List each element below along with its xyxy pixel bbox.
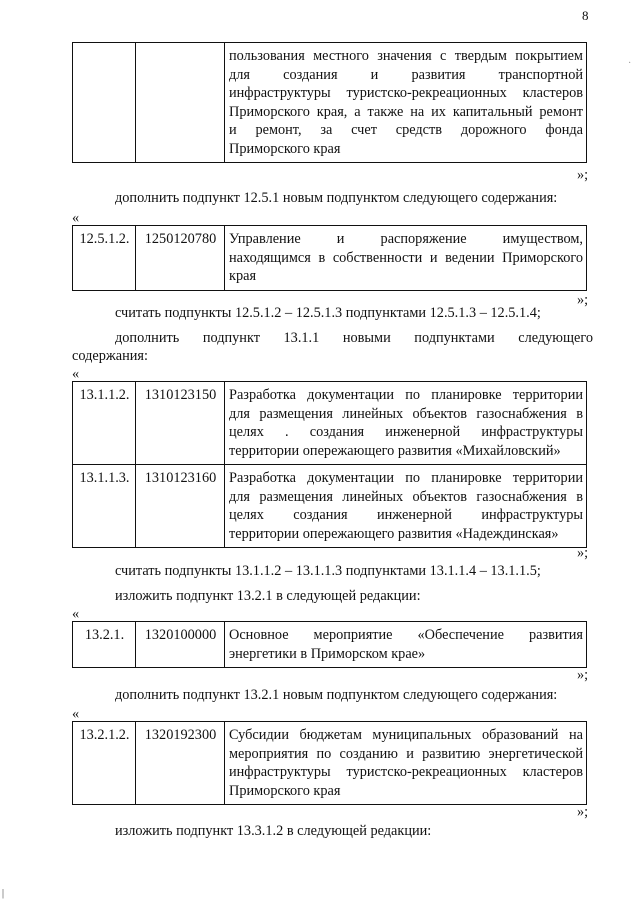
table-cell-kbk: 1250120780	[136, 226, 225, 291]
description-line: территории опережающего развития «Надеждинская»	[229, 525, 559, 542]
opening-quote: «	[72, 366, 80, 382]
table-cell-description	[225, 465, 587, 548]
paragraph-text: дополнить подпункт 13.1.1 новыми подпунктами следующего	[115, 330, 593, 346]
table-row	[73, 622, 587, 668]
closing-quote: »;	[577, 667, 589, 683]
table-cell-description	[225, 722, 587, 805]
description-line: целях создания инженерной инфраструктуры	[229, 507, 583, 523]
description-line: целях . создания инженерной инфраструктуры	[229, 424, 583, 440]
paragraph-text: дополнить подпункт 13.2.1 новым подпунктом следующего содержания:	[115, 687, 558, 703]
closing-quote: »;	[577, 167, 589, 183]
closing-quote: »;	[577, 292, 589, 308]
table-cell-description	[225, 226, 587, 291]
table-row	[73, 226, 587, 291]
table-cell-description	[225, 382, 587, 465]
table-cell-code: 13.2.1.	[73, 622, 136, 668]
description-line: Приморского края	[229, 782, 341, 799]
table-13-1-1	[72, 381, 587, 548]
description-line: и ремонт, за счет средств дорожного фонда	[229, 122, 583, 138]
table-row	[73, 722, 587, 805]
opening-quote: «	[72, 210, 80, 226]
scan-speck: ·	[628, 58, 632, 69]
closing-quote: »;	[577, 545, 589, 561]
table-row	[73, 43, 587, 163]
description-line: находящимся в собственности и ведении Приморского	[229, 249, 583, 266]
closing-quote: »;	[577, 804, 589, 820]
table-cell-code: 13.2.1.2.	[73, 722, 136, 805]
opening-quote: «	[72, 606, 80, 622]
table-13-2-1	[72, 621, 587, 668]
description-line: инфраструктуры туристско-рекреационных кластеров	[229, 85, 583, 101]
table-row	[73, 382, 587, 465]
paragraph-text: содержания:	[72, 348, 148, 364]
table-cell-code: 13.1.1.2.	[73, 382, 136, 465]
description-line: энергетики в Приморском крае»	[229, 645, 426, 662]
description-line: для размещения линейных объектов газоснабжения в	[229, 405, 583, 422]
paragraph-text: считать подпункты 12.5.1.2 – 12.5.1.3 подпунктами 12.5.1.3 – 12.5.1.4;	[115, 305, 541, 321]
description-line: для создания и развития транспортной	[229, 66, 583, 83]
table-cell-kbk: 1310123160	[136, 465, 225, 548]
description-line: мероприятия по созданию и развитию энергетической	[229, 745, 583, 762]
description-line: Приморского края, а также на их капитальный ремонт	[229, 103, 583, 120]
table-row	[73, 465, 587, 548]
scan-speck: |	[2, 888, 5, 899]
table-cell-code: 12.5.1.2.	[73, 226, 136, 291]
table-continuation	[72, 42, 587, 163]
description-line: Разработка документации по планировке территории	[229, 387, 583, 403]
table-cell-description	[225, 43, 587, 163]
paragraph-text: изложить подпункт 13.3.1.2 в следующей редакции:	[115, 823, 432, 839]
description-line: Разработка документации по планировке территории	[229, 470, 583, 486]
table-12-5-1-2	[72, 225, 587, 291]
opening-quote: «	[72, 706, 80, 722]
description-line: инфраструктуры туристско-рекреационных кластеров	[229, 764, 583, 780]
description-line: пользования местного значения с твердым покрытием	[229, 48, 583, 64]
table-cell-description	[225, 622, 587, 668]
table-cell-code	[73, 43, 136, 163]
table-cell-kbk	[136, 43, 225, 163]
description-line: территории опережающего развития «Михайловский»	[229, 442, 561, 459]
table-cell-kbk: 1320192300	[136, 722, 225, 805]
table-cell-kbk: 1320100000	[136, 622, 225, 668]
table-cell-code: 13.1.1.3.	[73, 465, 136, 548]
description-line: края	[229, 268, 257, 284]
table-13-2-1-2	[72, 721, 587, 805]
page-number: 8	[582, 8, 589, 23]
description-line: для размещения линейных объектов газоснабжения в	[229, 488, 583, 505]
paragraph-text: изложить подпункт 13.2.1 в следующей редакции:	[115, 588, 421, 604]
paragraph-text: считать подпункты 13.1.1.2 – 13.1.1.3 подпунктами 13.1.1.4 – 13.1.1.5;	[115, 563, 541, 579]
description-line: Управление и распоряжение имуществом,	[229, 231, 583, 247]
description-line: Основное мероприятие «Обеспечение развития	[229, 627, 583, 643]
description-line: Приморского края	[229, 140, 341, 157]
table-cell-kbk: 1310123150	[136, 382, 225, 465]
paragraph-text: дополнить подпункт 12.5.1 новым подпунктом следующего содержания:	[115, 190, 558, 206]
description-line: Субсидии бюджетам муниципальных образований на	[229, 727, 583, 743]
